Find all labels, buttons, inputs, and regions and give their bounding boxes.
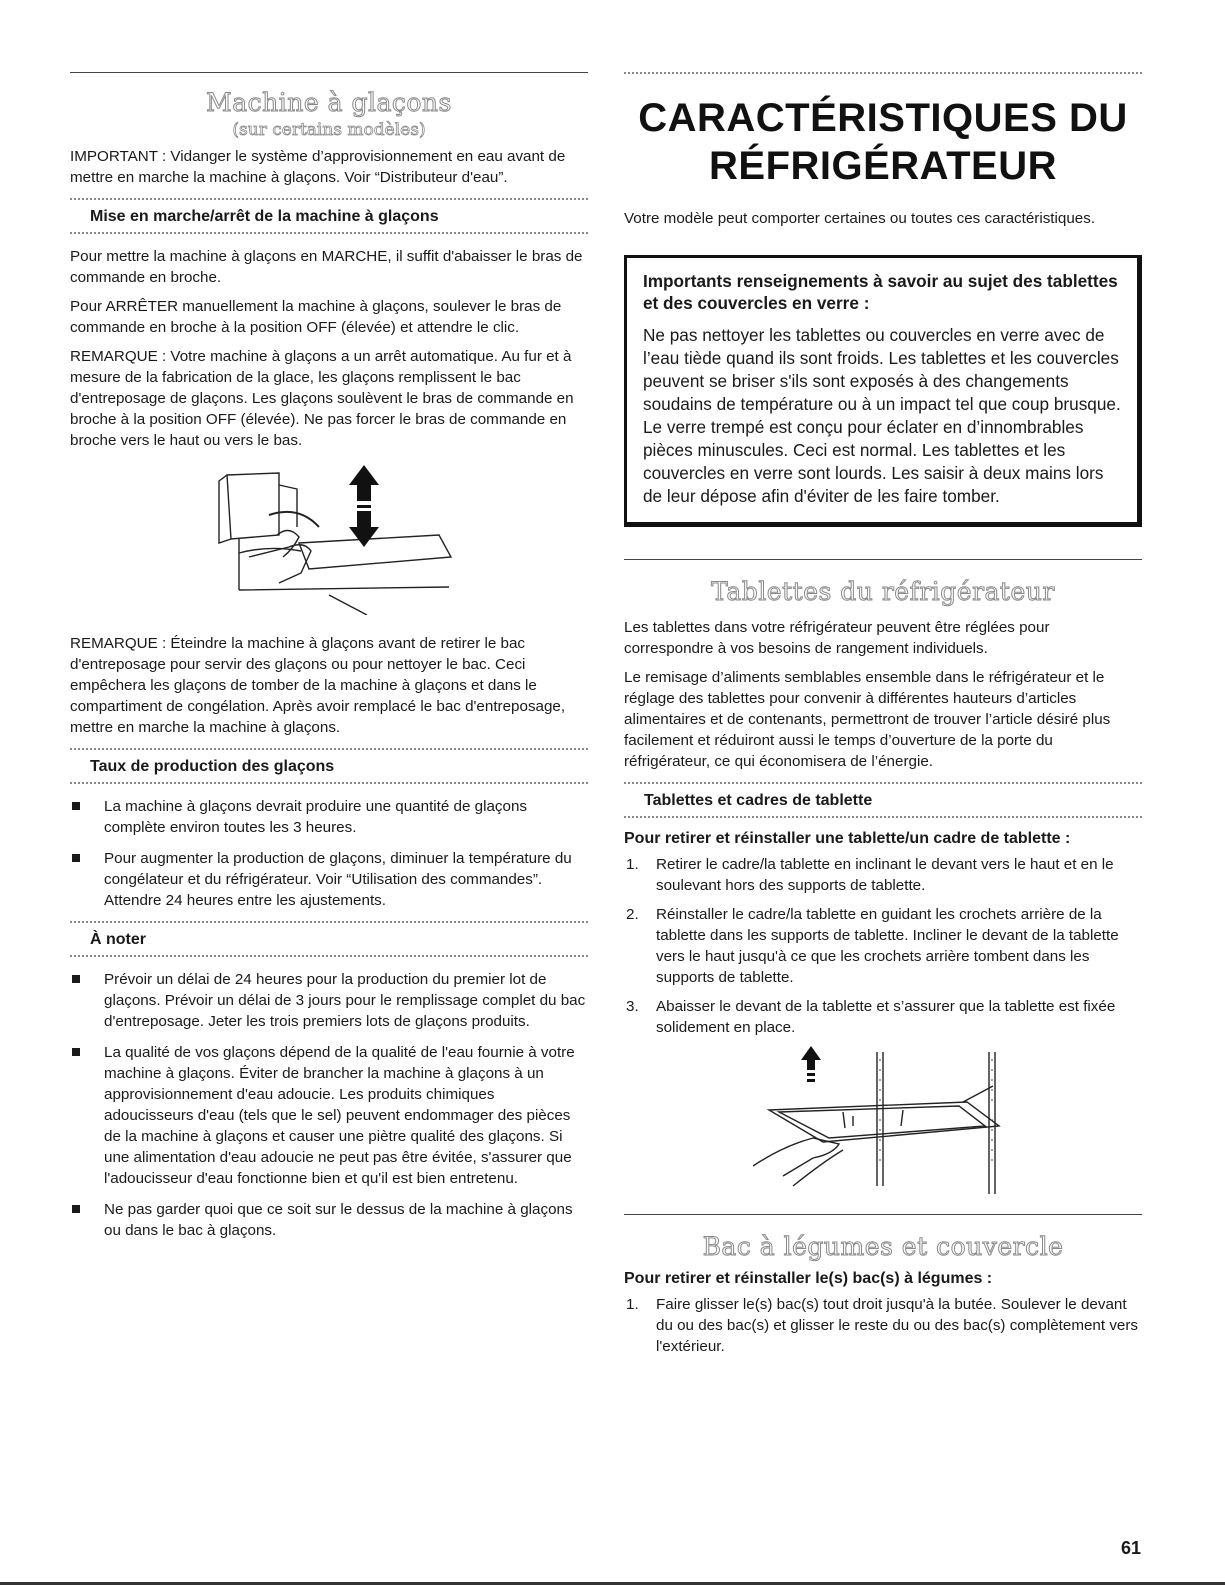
shelves-rule [624, 559, 1142, 560]
top-rule-left [70, 72, 588, 73]
ice-maker-illustration [179, 465, 479, 615]
ice-maker-title: Machine à glaçons [206, 88, 452, 117]
page-title-line-2: RÉFRIGÉRATEUR [709, 144, 1057, 188]
crisper-title: Bac à légumes et couvercle [702, 1231, 1064, 1261]
onoff-paragraph-3: REMARQUE : Votre machine à glaçons a un arrêt automatique. Au fur et à mesure de la fabrication de la glace, les glaçons remplissent le bac d'entreposage de glaçons. Les glaçons soulèvent le bras de commande en broche à la position OFF (élevée). Ne pas forcer le bras de commande en broche vers le haut ou vers le bas. [70, 347, 574, 449]
page-number: 61 [1120, 1538, 1141, 1558]
shelf-illustration [753, 1046, 1013, 1196]
right-column [624, 72, 1142, 1365]
list-item: 2. Réinstaller le cadre/la tablette en guidant les crochets arrière de la tablette dans les supports de tablette. Incliner le devant de la tablette vers le haut jusqu'à ce que les crochets arrière tombent dans les supports de tablette. [626, 905, 1119, 986]
crisper-steps-list [624, 1294, 1142, 1357]
remove-shelf-heading: Pour retirer et réinstaller une tablette/un cadre de tablette : [624, 829, 1071, 847]
page-title-line-1: CARACTÉRISTIQUES DU [638, 96, 1128, 140]
shelves-paragraph-1: Les tablettes dans votre réfrigérateur peuvent être réglées pour correspondre à vos besoins de rangement individuels. [624, 618, 1050, 657]
list-item: 1. Faire glisser le(s) bac(s) tout droit jusqu'à la butée. Soulever le devant du ou des bac(s) et glisser le reste du ou des bac(s) complètement vers l'extérieur. [626, 1295, 1139, 1355]
top-rule-right [624, 72, 1142, 74]
glass-warning-box [624, 255, 1142, 527]
page-title [624, 94, 1142, 190]
shelves-title: Tablettes du réfrigérateur [711, 577, 1055, 606]
list-item: 3. Abaisser le devant de la tablette et s’assurer que la tablette est fixée solidement en place. [626, 997, 1116, 1036]
ice-maker-intro: IMPORTANT : Vidanger le système d’approvisionnement en eau avant de mettre en marche la machine à glaçons. Voir “Distributeur d'eau”. [70, 147, 566, 186]
arrow-down-icon [349, 511, 379, 547]
shelves-paragraph-2: Le remisage d’aliments semblables ensemble dans le réfrigérateur et le réglage des tablettes pour convenir à différentes hauteurs d’articles alimentaires et de contenants, permettront de trouver l’article désiré plus facilement et réduiront aussi le temps d’ouverture de la porte du réfrigérateur, ce qui économisera de l’énergie. [624, 668, 1111, 770]
left-column [70, 72, 588, 1251]
list-item: Prévoir un délai de 24 heures pour la production du premier lot de glaçons. Prévoir un délai de 3 jours pour le remplissage complet du bac d'entreposage. Jeter les trois premiers lots de glaçons produits. [70, 969, 588, 1032]
glass-warning-title: Importants renseignements à savoir au sujet des tablettes et des couvercles en verre : [643, 271, 1118, 313]
frames-section-heading [624, 782, 1142, 818]
shelf-steps-list [624, 854, 1142, 1038]
arrow-up-icon [801, 1046, 821, 1070]
remove-bin-note: REMARQUE : Éteindre la machine à glaçons avant de retirer le bac d'entreposage pour servir des glaçons ou pour nettoyer le bac. Ceci empêchera les glaçons de tomber de la machine à glaçons et dans le compartiment de congélation. Après avoir remplacé le bac d'entreposage, mettre en marche la machine à glaçons. [70, 634, 566, 736]
frames-heading-label: Tablettes et cadres de tablette [644, 791, 873, 809]
rate-bullet-list [70, 796, 588, 911]
onoff-paragraph-2: Pour ARRÊTER manuellement la machine à glaçons, soulever le bras de commande en broche à la position OFF (élevée) et attendre le clic. [70, 297, 562, 336]
note-section-heading [70, 921, 588, 957]
crisper-heading: Pour retirer et réinstaller le(s) bac(s) à légumes : [624, 1269, 993, 1287]
note-bullet-list [70, 969, 588, 1241]
list-item: La qualité de vos glaçons dépend de la qualité de l'eau fournie à votre machine à glaçons. Éviter de brancher la machine à glaçons à un approvisionnement d'eau adoucie. Les produits chimiques adoucisseurs d'eau (tels que le sel) peuvent endommager des pièces de la machine à glaçons et causer une piètre qualité des glaçons. Si une alimentation d'eau adoucie ne peut pas être évitée, s'assurer que l'adoucisseur d'eau fonctionne bien et qu'il est bien entretenu. [70, 1042, 588, 1189]
note-heading-label: À noter [90, 930, 146, 948]
onoff-section-heading [70, 198, 588, 234]
list-item: Ne pas garder quoi que ce soit sur le dessus de la machine à glaçons ou dans le bac à glaçons. [70, 1199, 588, 1241]
list-item: Pour augmenter la production de glaçons, diminuer la température du congélateur et du réfrigérateur. Voir “Utilisation des commandes”. Attendre 24 heures entre les ajustements. [70, 848, 588, 911]
glass-warning-body: Ne pas nettoyer les tablettes ou couvercles en verre avec de l’eau tiède quand ils sont froids. Les tablettes et les couvercles peuvent se briser s'ils sont exposés à des changements soudains de température ou à un impact tel que coup brusque. Le verre trempé est conçu pour éclater en d’innombrables pièces minuscules. Ceci est normal. Les tablettes et les couvercles en verre sont lourds. Les saisir à deux mains lors de leur dépose afin d'éviter de les faire tomber. [643, 325, 1121, 506]
rate-heading-label: Taux de production des glaçons [90, 757, 335, 775]
onoff-heading-label: Mise en marche/arrêt de la machine à glaçons [90, 207, 439, 225]
crisper-rule [624, 1214, 1142, 1215]
list-item: La machine à glaçons devrait produire une quantité de glaçons complète environ toutes les 3 heures. [70, 796, 588, 838]
onoff-paragraph-1: Pour mettre la machine à glaçons en MARCHE, il suffit d'abaisser le bras de commande en broche. [70, 247, 583, 286]
list-item: 1. Retirer le cadre/la tablette en inclinant le devant vers le haut et en le soulevant hors des supports de tablette. [626, 855, 1114, 894]
ice-maker-subtitle: (sur certains modèles) [232, 119, 426, 140]
arrow-up-icon [349, 465, 379, 501]
rate-section-heading [70, 748, 588, 784]
features-intro: Votre modèle peut comporter certaines ou toutes ces caractéristiques. [624, 210, 1096, 227]
